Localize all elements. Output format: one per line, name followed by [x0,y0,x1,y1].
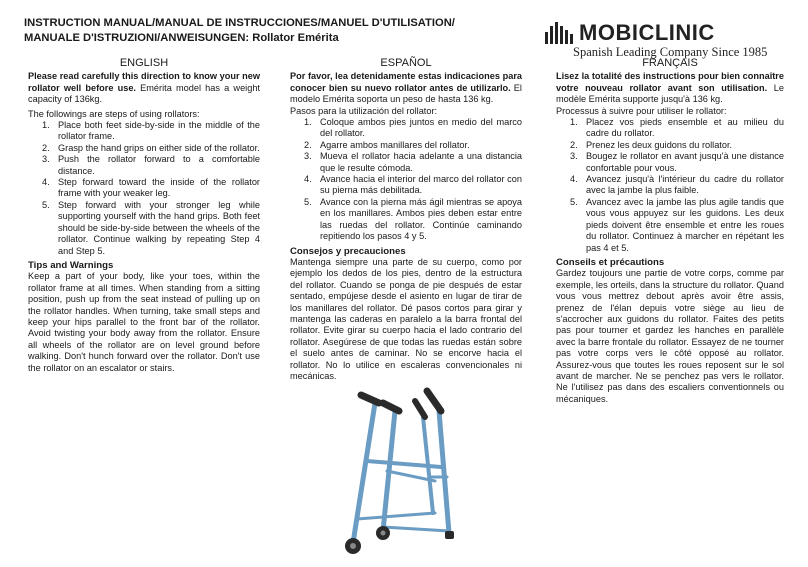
spanish-intro-rest: El modelo Emérita soporta un peso de hasta 136 kg. [290,82,522,105]
french-step: 4. Avancez jusqu'à l'intérieur du cadre du rollator avec la jambe la plus faible. [570,174,784,196]
english-intro [28,71,260,105]
french-intro-rest: Le modèle Emérita supporte jusqu'à 136 kg. [556,82,784,105]
spanish-tips: Mantenga siempre una parte de su cuerpo, como por ejemplo los dedos de los pies, dentro de la estructura del rollator. Cuando se ponga de pie después de estar sentado, empújese desde el asiento en lugar de tirar de los manillares del rollator. Dé pasos cortos para girar y mantenga las caderas en paralelo a la barra frontal del rollator. Evite girar su cuerpo hacia el lado contrario del rollator. Asegúrese de que todas las ruedas están sobre el suelo antes de caminar. No se encorve hacia el rollator. No lo utilice en escaleras convencionales ni mecánicas. [290,256,522,381]
spanish-step: 3. Mueva el rollator hacia adelante a una distancia que le resulte cómoda. [304,151,522,173]
spanish-step-text: Avance con la pierna más ágil mientras se apoya en los manillares. Ambos pies deben estar entre las ruedas del rollator. Continúe caminando repitiendo los pasos 4 y 5. [320,196,522,242]
french-tips: Gardez toujours une partie de votre corps, comme par exemple, les orteils, dans la structure du rollator. Quand vous vous mettrez debout après avoir être assis, prenez de l'élan depuis votre siège au lieu de s'accrocher aux guidons du rollator. Faites des petits pas pour tourner et gardez les hanches en parallèle avec la barre frontale du rollator. Essayez de ne tourner pas votre corps vers le côté opposé au rollator. Assurez-vous que toutes les roues reposent sur le sol avant de marcher. Ne se penchez pas vers le rollator. Ne l'utilisez pas dans des escaliers conventionnels ou mécaniques. [556,268,784,404]
french-intro [556,71,784,105]
spanish-step-text: Agarre ambos manillares del rollator. [320,139,470,150]
document-title [24,16,544,46]
document-title-line-2: MANUALE D'ISTRUZIONI/ANWEISUNGEN: Rollator Emérita [24,32,339,44]
french-step-text: Avancez avec la jambe las plus agile tandis que vous vous appuyez sur les guidons. Les deux pieds doivent être ensemble et entre les roues du rollator. Continuez à marcher en répétant les pas 4 et 5. [586,196,784,253]
english-intro-rest: Emérita model has a weight capacity of 136kg. [28,82,260,105]
french-step-text: Prenez les deux guidons du rollator. [586,139,733,150]
french-step: 2. Prenez les deux guidons du rollator. [570,139,733,150]
spanish-intro-bold: Por favor, lea detenidamente estas indicaciones para conocer bien su nuevo rollator antes de utilizarlo. [290,71,522,93]
french-step-text: Bougez le rollator en avant jusqu'à une distance confortable pour vous. [586,151,784,173]
english-step: 1. Place both feet side-by-side in the middle of the rollator frame. [42,120,260,142]
french-step-text: Placez vos pieds ensemble et au milieu du cadre du rollator. [586,117,784,139]
spanish-step: 4. Avance hacia el interior del marco del rollator con su pierna más debilitada. [304,174,522,196]
logo-brand: MOBICLINIC [579,20,715,45]
spanish-step: 2. Agarre ambos manillares del rollator. [304,139,470,150]
rollator-image [335,381,465,561]
spanish-steps-intro: Pasos para la utilización del rollator: [290,105,438,116]
english-step-text: Push the rollator forward to a comfortable distance. [58,154,260,176]
french-column [556,58,784,405]
french-intro-bold: Lisez la totalité des instructions pour bien connaître votre nouveau rollator avant son utilisation. [556,71,784,93]
english-step-text: Place both feet side-by-side in the middle of the rollator frame. [58,120,260,142]
spanish-step: 1. Coloque ambos pies juntos en medio del marco del rollator. [304,117,522,139]
french-step: 5. Avancez avec la jambe las plus agile tandis que vous vous appuyez sur les guidons. Les deux pieds doivent être ensemble et entre les roues du rollator. Continuez à marcher en répétant les pas 4 et 5. [570,196,784,253]
english-column [28,58,260,374]
document-title-line-1: INSTRUCTION MANUAL/MANUAL DE INSTRUCCIONES/MANUEL D'UTILISATION/ [24,17,455,29]
english-intro-bold: Please read carefully this direction to know your new rollator well before use. [28,71,260,93]
spanish-heading: ESPAÑOL [380,57,432,69]
french-tips-heading: Conseils et précautions [556,256,665,268]
english-step: 4. Step forward toward the inside of the rollator frame with your weaker leg. [42,177,260,199]
english-step-text: Step forward toward the inside of the rollator frame with your weaker leg. [58,177,260,199]
english-heading: ENGLISH [119,57,169,69]
spanish-tips-heading: Consejos y precauciones [290,245,406,257]
french-steps-intro: Processus à suivre pour utiliser le rollator: [556,105,727,116]
english-steps-intro: The followings are steps of using rollators: [28,108,200,119]
english-step-text: Grasp the hand grips on either side of the rollator. [58,142,260,153]
english-step-text: Step forward with your stronger leg while supporting yourself with the hand grips. Both feet should be side-by-side between the wheels of the rollator. Continue walking by repeating Step 4 and Step 5. [58,199,260,256]
english-tips-heading: Tips and Warnings [28,259,114,271]
english-step: 3. Push the rollator forward to a comfortable distance. [42,154,260,176]
spanish-step-text: Coloque ambos pies juntos en medio del marco del rollator. [320,117,522,139]
spanish-step: 5. Avance con la pierna más ágil mientras se apoya en los manillares. Ambos pies deben estar entre las ruedas del rollator. Continúe caminando repitiendo los pasos 4 y 5. [304,196,522,242]
spanish-column [290,58,522,382]
spanish-step-text: Mueva el rollator hacia adelante a una distancia que le resulte cómoda. [320,151,522,173]
english-step: 2. Grasp the hand grips on either side of the rollator. [42,142,260,153]
rear-foot [445,531,454,539]
spanish-intro [290,71,522,105]
french-heading: FRANÇAIS [642,57,698,69]
logo-bars-icon [545,22,575,44]
french-steps-list [556,117,784,254]
logo-tagline: Spanish Leading Company Since 1985 [573,45,768,59]
spanish-steps-list [290,117,522,242]
english-step: 5. Step forward with your stronger leg while supporting yourself with the hand grips. Both feet should be side-by-side between the wheels of the rollator. Continue walking by repeating Step 4 and Step 5. [42,199,260,256]
mobiclinic-logo [545,18,785,60]
spanish-step-text: Avance hacia el interior del marco del rollator con su pierna más debilitada. [320,174,522,196]
english-tips: Keep a part of your body, like your toes, within the rollator frame at all times. When standing from a sitting position, push up from the seat instead of pulling up on the rollator handles. When turning, take small steps and keep your hips parallel to the front bar of the rollator. Avoid twisting your body away from the rollator. Ensure all wheels of the rollator are on level ground before walking. Don't hunch forward over the rollator. Don't use the rollator on an escalator or stairs. [28,271,260,373]
french-step: 3. Bougez le rollator en avant jusqu'à une distance confortable pour vous. [570,151,784,173]
french-step-text: Avancez jusqu'à l'intérieur du cadre du rollator avec la jambe la plus faible. [586,174,784,196]
french-step: 1. Placez vos pieds ensemble et au milieu du cadre du rollator. [570,117,784,139]
english-steps-list [28,120,260,257]
